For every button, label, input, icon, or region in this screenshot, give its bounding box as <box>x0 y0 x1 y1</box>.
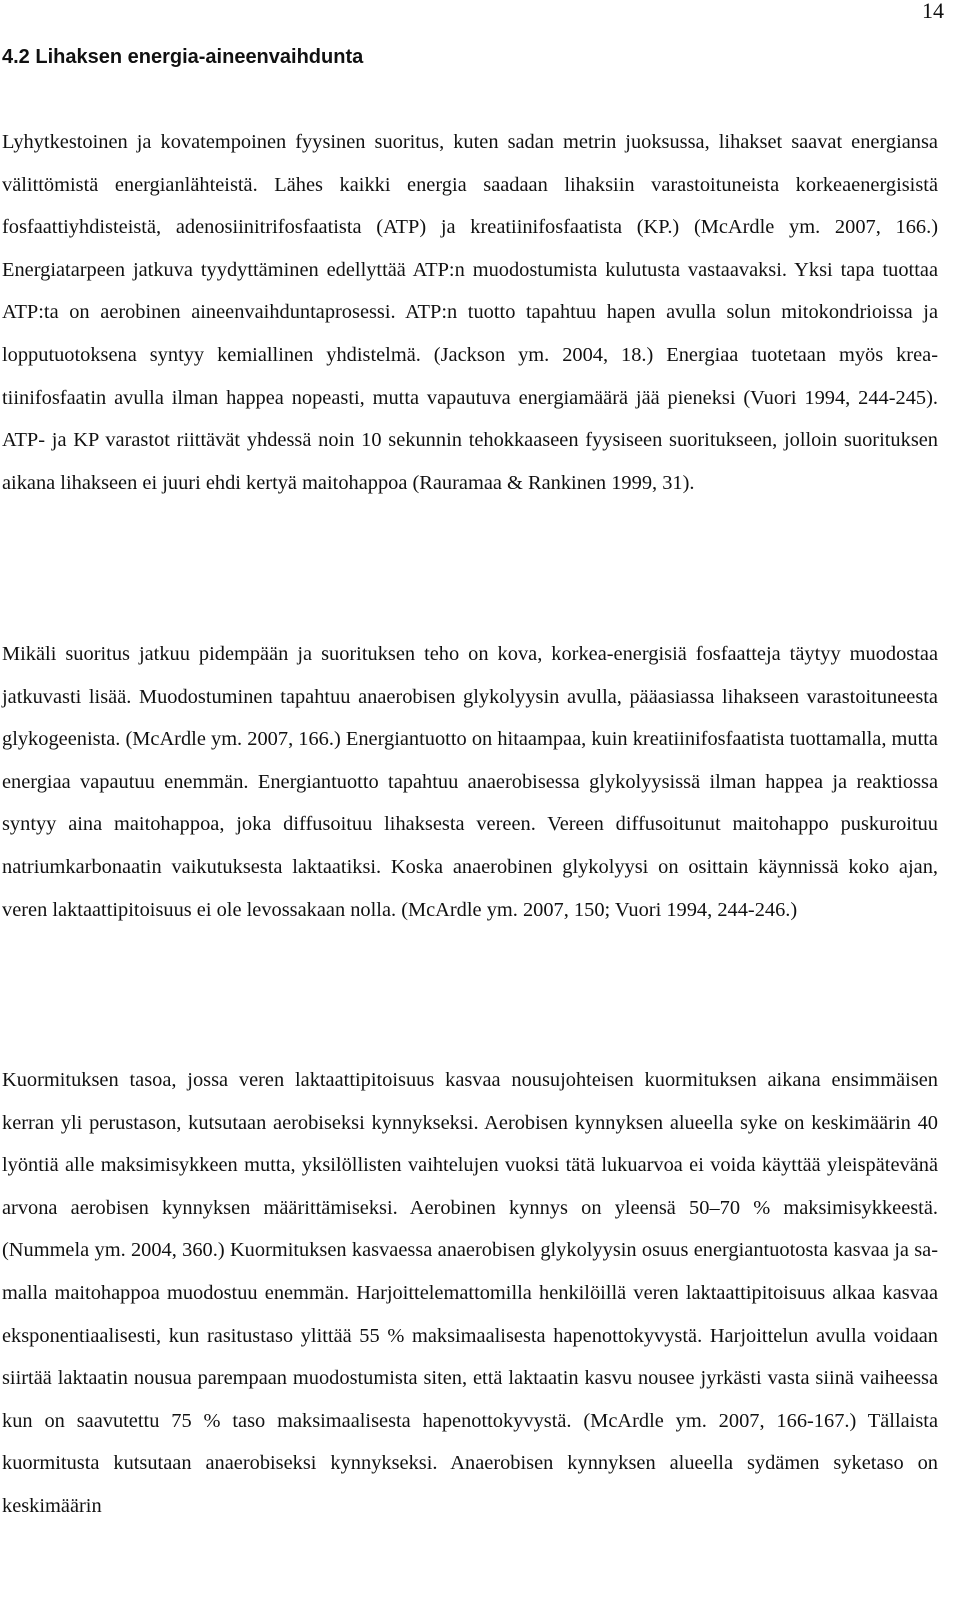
page-number: 14 <box>922 0 944 23</box>
paragraph-aerobic-threshold: Kuormituksen tasoa, jossa veren laktaattipitoisuus kasvaa nousujohteisen kuormituksen aikana ensimmäisen kerran yli perustason, kutsutaan aerobiseksi kynnykseksi. Aerobisen kynnyksen alueella syke on keskimäärin 40 lyöntiä alle maksimisykkeen mutta, yksilöllisten vaihtelujen vuoksi tätä lukuarvoa ei voida käyttää yleispätevänä arvona aerobisen kynnyksen määrittämiseksi. Aerobinen kynnys on yleensä 50–70 % maksimisykkeestä. (Nummela ym. 2004, 360.) Kuormituksen kasvaessa anaerobisen glykolyysin osuus energiantuotosta kasvaa ja samalla maitohappoa muodostuu enemmän. Harjoittelemattomilla henkilöillä veren laktaattipitoisuus alkaa kasvaa eksponentiaalisesti, kun rasitustaso ylittää 55 % maksimaalisesta hapenottokyvystä. Harjoittelun avulla voidaan siirtää laktaatin nousua parempaan muodostumista siten, että laktaatin kasvu nousee jyrkästi vasta siinä vaiheessa kun on saavutettu 75 % taso maksimaalisesta hapenottokyvystä. (McArdle ym. 2007, 166-167.) Tällaista kuormitusta kutsutaan anaerobiseksi kynnykseksi. Anaerobisen kynnyksen alueella sydämen syketaso on keskimäärin <box>2 1069 938 1517</box>
paragraph-anaerobic-glycolysis: Mikäli suoritus jatkuu pidempään ja suorituksen teho on kova, korkea-energisiä fosfaatteja täytyy muodostaa jatkuvasti lisää. Muodostuminen tapahtuu anaerobisen glykolyysin avulla, pääasiassa lihakseen varastoituneesta glykogeenista. (McArdle ym. 2007, 166.) Energiantuotto on hitaampaa, kuin kreatiinifosfaatista tuottamalla, mutta energiaa vapautuu enemmän. Energiantuotto tapahtuu anaerobisessa glykolyysissä ilman happea ja reaktiossa syntyy aina maitohappoa, joka diffusoituu lihaksesta vereen. Vereen diffusoitunut maitohappo puskuroituu natriumkarbonaatin vaikutuksesta laktaatiksi. Koska anaerobinen glykolyysi on osittain käynnissä koko ajan, veren laktaattipitoisuus ei ole levossakaan nolla. (McArdle ym. 2007, 150; Vuori 1994, 244-246.) <box>2 643 938 921</box>
section-heading: 4.2 Lihaksen energia-aineenvaihdunta <box>2 46 364 68</box>
paragraph-atp-energy-sources: Lyhytkestoinen ja kovatempoinen fyysinen suoritus, kuten sadan metrin juoksussa, lihakset saavat energiansa välittömistä energianlähteistä. Lähes kaikki energia saadaan lihaksiin varastoituneista korkeaenergisistä fosfaattiyhdisteistä, adenosiinitrifosfaatista (ATP) ja kreatiinifosfaatista (KP.) (McArdle ym. 2007, 166.) Energiatarpeen jatkuva tyydyttäminen edellyttää ATP:n muodostumista kulutusta vastaavaksi. Yksi tapa tuottaa ATP:ta on aerobinen aineenvaihduntaprosessi. ATP:n tuotto tapahtuu hapen avulla solun mitokondrioissa ja lopputuotoksena syntyy kemiallinen yhdistelmä. (Jackson ym. 2004, 18.) Energiaa tuotetaan myös kreatiinifosfaatin avulla ilman happea nopeasti, mutta vapautuva energiamäärä jää pieneksi (Vuori 1994, 244-245). ATP- ja KP varastot riittävät yhdessä noin 10 sekunnin tehokkaaseen fyysiseen suoritukseen, jolloin suorituksen aikana lihakseen ei juuri ehdi kertyä maitohappoa (Rauramaa & Rankinen 1999, 31). <box>2 131 938 494</box>
